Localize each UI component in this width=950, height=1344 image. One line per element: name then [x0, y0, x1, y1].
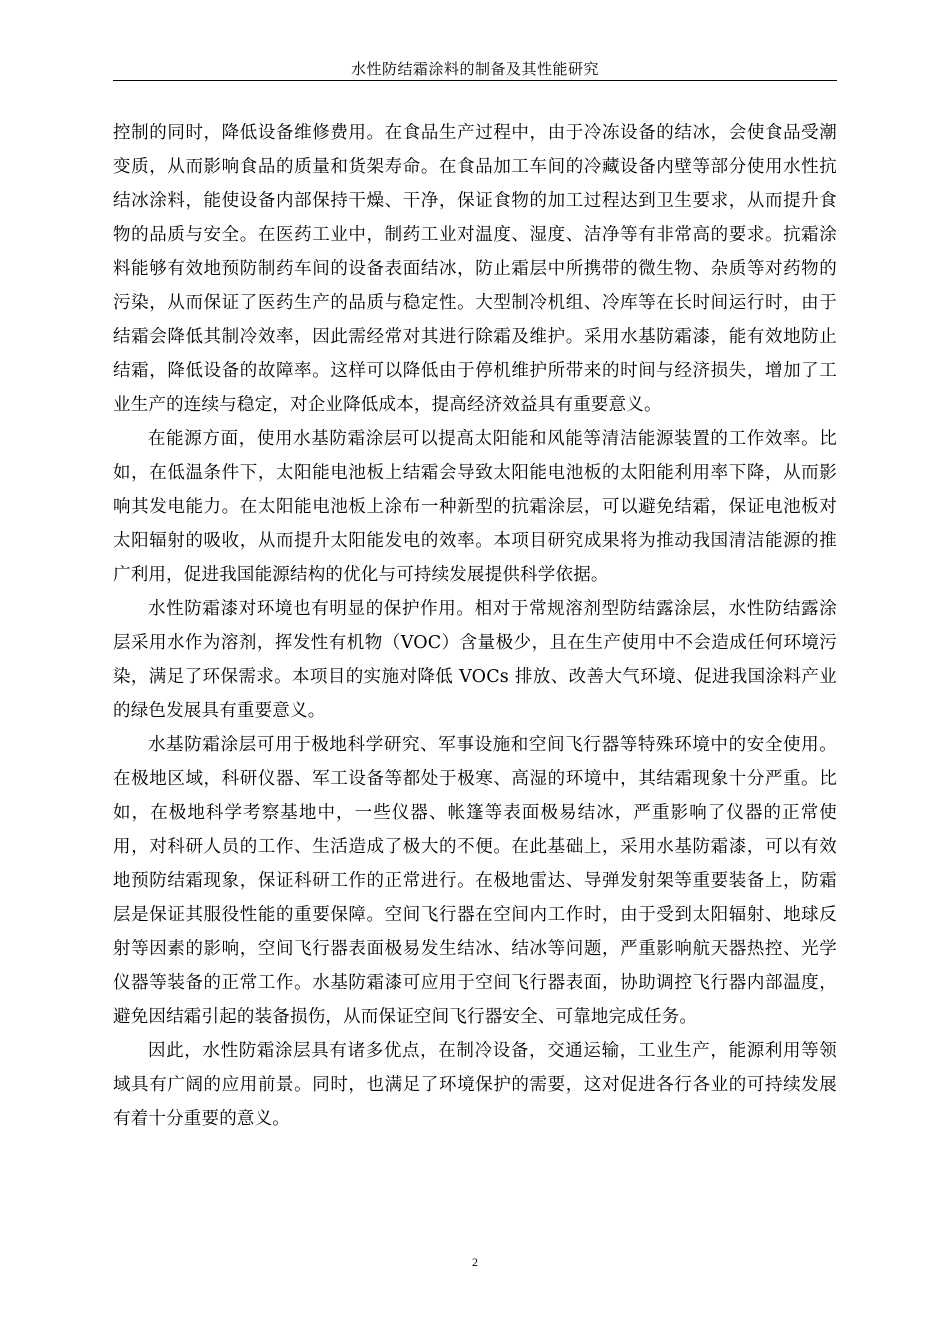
running-header: 水性防结霜涂料的制备及其性能研究	[350, 60, 599, 78]
paragraph-1: 控制的同时，降低设备维修费用。在食品生产过程中，由于冷冻设备的结冰，会使食品受潮变质，从而影响食品的质量和货架寿命。在食品加工车间的冷藏设备内壁等部分使用水性抗结冰涂料，能使设备内部保持干燥、干净，保证食物的加工过程达到卫生要求，从而提升食物的品质与安全。在医药工业中，制药工业对温度、湿度、洁净等有非常高的要求。抗霜涂料能够有效地预防制药车间的设备表面结冰，防止霜层中所携带的微生物、杂质等对药物的污染，从而保证了医药生产的品质与稳定性。大型制冷机组、冷库等在长时间运行时，由于结霜会降低其制冷效率，因此需经常对其进行除霜及维护。采用水基防霜漆，能有效地防止结霜，降低设备的故障率。这样可以降低由于停机维护所带来的时间与经济损失，增加了工业生产的连续与稳定，对企业降低成本，提高经济效益具有重要意义。	[113, 123, 837, 415]
header-rule	[113, 80, 837, 81]
page-number: 2	[472, 1255, 478, 1269]
paragraph-3: 水性防霜漆对环境也有明显的保护作用。相对于常规溶剂型防结露涂层，水性防结露涂层采用水作为溶剂，挥发性有机物（VOC）含量极少，且在生产使用中不会造成任何环境污染，满足了环保需求。本项目的实施对降低 VOCs 排放、改善大气环境、促进我国涂料产业的绿色发展具有重要意义。	[113, 599, 837, 721]
paragraph-5: 因此，水性防霜涂层具有诸多优点，在制冷设备，交通运输，工业生产，能源利用等领域具有广阔的应用前景。同时，也满足了环境保护的需要，这对促进各行各业的可持续发展有着十分重要的意义。	[113, 1041, 837, 1129]
paragraph-2: 在能源方面，使用水基防霜涂层可以提高太阳能和风能等清洁能源装置的工作效率。比如，在低温条件下，太阳能电池板上结霜会导致太阳能电池板的太阳能利用率下降，从而影响其发电能力。在太阳能电池板上涂布一种新型的抗霜涂层，可以避免结霜，保证电池板对太阳辐射的吸收，从而提升太阳能发电的效率。本项目研究成果将为推动我国清洁能源的推广利用，促进我国能源结构的优化与可持续发展提供科学依据。	[113, 429, 837, 585]
paragraph-4: 水基防霜涂层可用于极地科学研究、军事设施和空间飞行器等特殊环境中的安全使用。在极地区域，科研仪器、军工设备等都处于极寒、高湿的环境中，其结霜现象十分严重。比如，在极地科学考察基地中，一些仪器、帐篷等表面极易结冰，严重影响了仪器的正常使用，对科研人员的工作、生活造成了极大的不便。在此基础上，采用水基防霜漆，可以有效地预防结霜现象，保证科研工作的正常进行。在极地雷达、导弹发射架等重要装备上，防霜层是保证其服役性能的重要保障。空间飞行器在空间内工作时，由于受到太阳辐射、地球反射等因素的影响，空间飞行器表面极易发生结冰、结冰等问题，严重影响航天器热控、光学仪器等装备的正常工作。水基防霜漆可应用于空间飞行器表面，协助调控飞行器内部温度，避免因结霜引起的装备损伤，从而保证空间飞行器安全、可靠地完成任务。	[113, 735, 837, 1027]
body-text	[113, 116, 837, 1136]
